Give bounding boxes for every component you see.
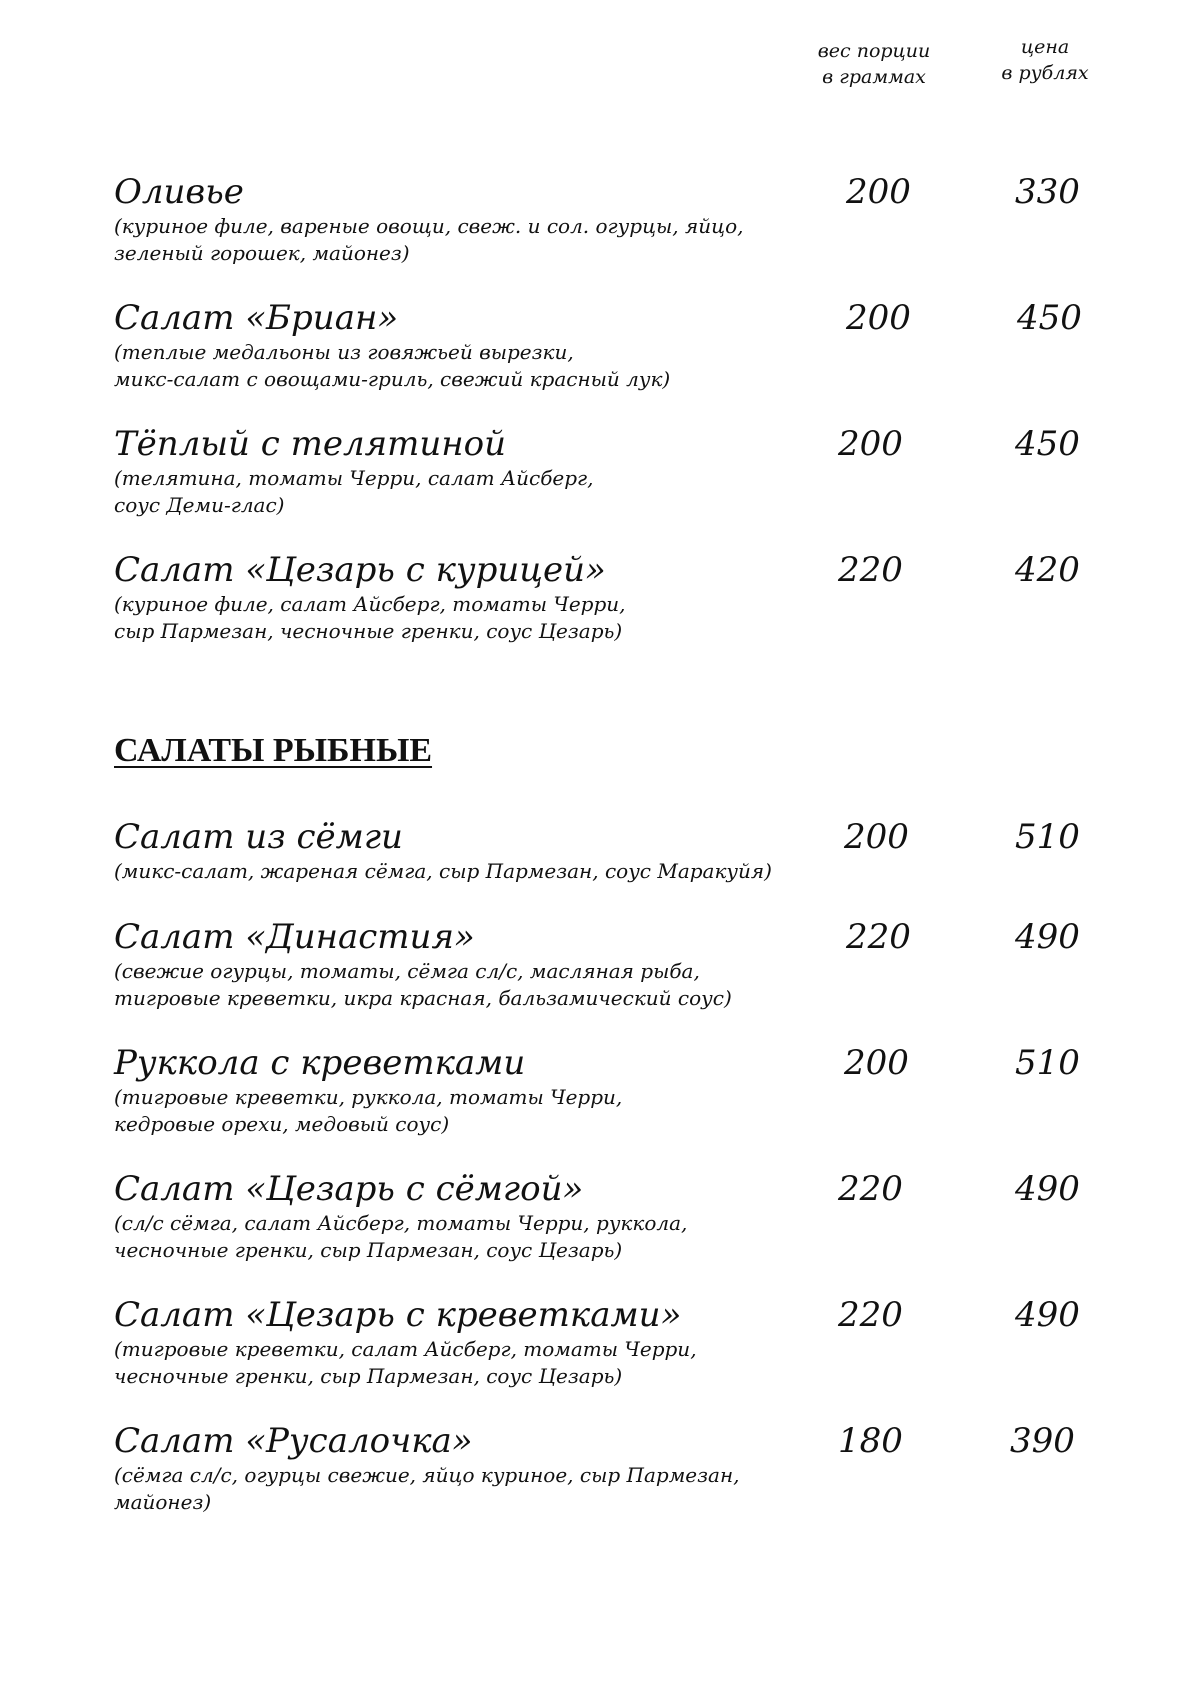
item-weight: 220: [838, 1295, 903, 1335]
item-description-line: чесночные гренки, сыр Пармезан, соус Цезарь): [114, 1364, 623, 1388]
item-name: Салат «Бриан»: [114, 298, 399, 338]
item-description-line: (телятина, томаты Черри, салат Айсберг,: [114, 466, 594, 490]
item-price: 510: [1015, 1043, 1080, 1083]
item-description: [114, 858, 1114, 885]
item-weight: 180: [838, 1421, 903, 1461]
item-weight: 220: [838, 1169, 903, 1209]
price-header-line-2: в рублях: [1001, 62, 1089, 84]
item-price: 490: [1015, 1295, 1080, 1335]
item-description: [114, 465, 1114, 519]
item-description-line: майонез): [114, 1490, 212, 1514]
item-weight: 200: [846, 172, 911, 212]
item-description-line: (свежие огурцы, томаты, сёмга сл/с, масляная рыба,: [114, 959, 700, 983]
item-price: 330: [1015, 172, 1080, 212]
item-description: [114, 1336, 1114, 1390]
menu-item-caesar-shrimp: [114, 1295, 1114, 1390]
item-price: 490: [1015, 1169, 1080, 1209]
item-description-line: (куриное филе, вареные овощи, свеж. и сол. огурцы, яйцо,: [114, 214, 744, 238]
item-name: Салат «Цезарь с курицей»: [114, 550, 606, 590]
menu-item-arugula-shrimp: [114, 1043, 1114, 1138]
item-name: Салат «Цезарь с сёмгой»: [114, 1169, 584, 1209]
menu-item-caesar-chicken: [114, 550, 1114, 645]
item-description-line: (тигровые креветки, салат Айсберг, томаты Черри,: [114, 1337, 697, 1361]
item-weight: 200: [846, 298, 911, 338]
item-description-line: (сл/с сёмга, салат Айсберг, томаты Черри, руккола,: [114, 1211, 688, 1235]
item-weight: 220: [838, 550, 903, 590]
item-description-line: микс-салат с овощами-гриль, свежий красный лук): [114, 367, 671, 391]
item-name: Салат «Цезарь с креветками»: [114, 1295, 682, 1335]
item-description-line: кедровые орехи, медовый соус): [114, 1112, 450, 1136]
item-weight: 200: [844, 1043, 909, 1083]
item-description-line: (куриное филе, салат Айсберг, томаты Черри,: [114, 592, 626, 616]
item-description: [114, 958, 1114, 1012]
item-name: Салат «Русалочка»: [114, 1421, 473, 1461]
item-description-line: чесночные гренки, сыр Пармезан, соус Цезарь): [114, 1238, 623, 1262]
item-description: [114, 213, 1114, 267]
item-price: 490: [1015, 917, 1080, 957]
section-title-fish-salads: САЛАТЫ РЫБНЫЕ: [114, 732, 433, 769]
item-name: Руккола с креветками: [114, 1043, 526, 1083]
item-weight: 200: [838, 424, 903, 464]
menu-item-mermaid: [114, 1421, 1114, 1516]
weight-header-line-1: вес порции: [817, 40, 931, 62]
item-price: 390: [1010, 1421, 1075, 1461]
menu-item-olivier: [114, 172, 1114, 267]
item-description-line: (сёмга сл/с, огурцы свежие, яйцо куриное, сыр Пармезан,: [114, 1463, 740, 1487]
price-column-header: [995, 34, 1095, 86]
item-description-line: соус Деми-глас): [114, 493, 285, 517]
item-price: 510: [1015, 817, 1080, 857]
menu-item-brian: [114, 298, 1114, 393]
item-description-line: зеленый горошек, майонез): [114, 241, 410, 265]
item-name: Тёплый с телятиной: [114, 424, 507, 464]
item-description: [114, 1210, 1114, 1264]
weight-column-header: [814, 38, 934, 90]
item-price: 420: [1015, 550, 1080, 590]
item-description: [114, 339, 1114, 393]
menu-item-warm-veal: [114, 424, 1114, 519]
item-description: [114, 1462, 1114, 1516]
item-description-line: сыр Пармезан, чесночные гренки, соус Цезарь): [114, 619, 623, 643]
item-name: Салат из сёмги: [114, 817, 403, 857]
item-description-line: (тигровые креветки, руккола, томаты Черри,: [114, 1085, 623, 1109]
menu-item-dynasty: [114, 917, 1114, 1012]
item-name: Оливье: [114, 172, 244, 212]
item-description-line: тигровые креветки, икра красная, бальзамический соус): [114, 986, 732, 1010]
menu-item-caesar-salmon: [114, 1169, 1114, 1264]
item-description: [114, 591, 1114, 645]
item-name: Салат «Династия»: [114, 917, 475, 957]
item-description-line: (теплые медальоны из говяжьей вырезки,: [114, 340, 574, 364]
item-price: 450: [1017, 298, 1082, 338]
weight-header-line-2: в граммах: [822, 66, 926, 88]
item-weight: 220: [846, 917, 911, 957]
item-description-line: (микс-салат, жареная сёмга, сыр Пармезан, соус Маракуйя): [114, 859, 772, 883]
item-weight: 200: [844, 817, 909, 857]
menu-item-salmon-salad: [114, 817, 1114, 885]
price-header-line-1: цена: [1020, 36, 1070, 58]
item-price: 450: [1015, 424, 1080, 464]
item-description: [114, 1084, 1114, 1138]
